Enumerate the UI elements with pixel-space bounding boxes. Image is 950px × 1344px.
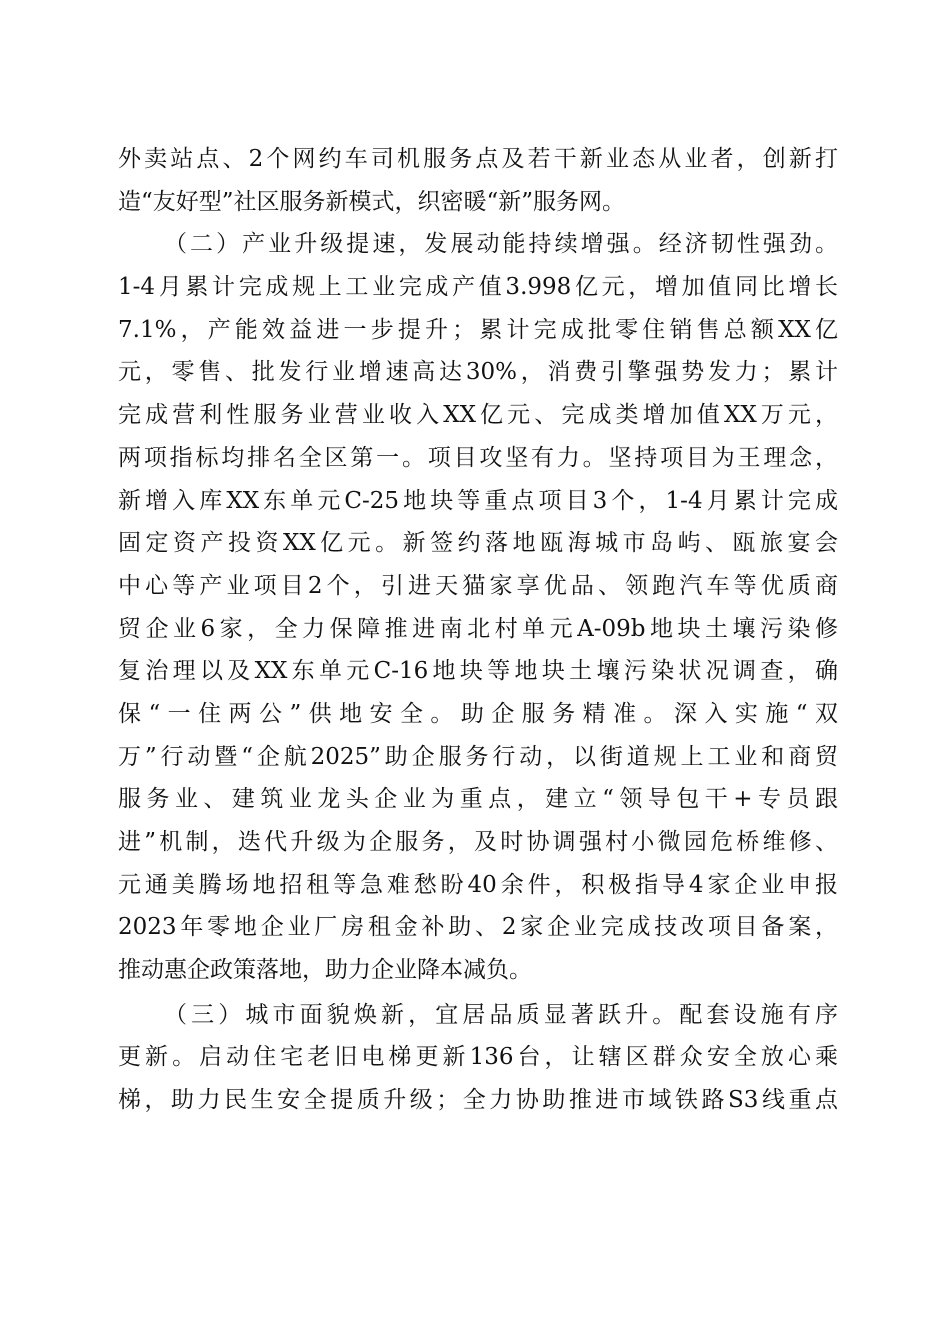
text-line: 元，零售、批发行业增速高达30%，消费引擎强势发力；累计 <box>118 359 838 386</box>
text-line: 外卖站点、2个网约车司机服务点及若干新业态从业者，创新打 <box>118 146 838 172</box>
paragraph-industry-upgrade <box>118 223 838 991</box>
text-line: 进”机制，迭代升级为企服务，及时协调强村小微园危桥维修、 <box>118 829 838 855</box>
text-line: 服务业、建筑业龙头企业为重点，建立“领导包干+专员跟 <box>118 786 838 813</box>
text-line: 推动惠企政策落地，助力企业降本减负。 <box>118 957 532 984</box>
text-line: 新增入库XX东单元C-25地块等重点项目3个，1-4月累计完成 <box>118 487 838 514</box>
text-line: 万”行动暨“企航2025”助企服务行动，以街道规上工业和商贸 <box>118 743 838 770</box>
text-line: 完成营利性服务业营业收入XX亿元、完成类增加值XX万元， <box>118 402 838 429</box>
text-line: 保“一住两公”供地安全。助企服务精准。深入实施“双 <box>118 700 838 727</box>
text-line: 固定资产投资XX亿元。新签约落地瓯海城市岛屿、瓯旅宴会 <box>118 530 838 557</box>
text-line: 元通美腾场地招租等急难愁盼40余件，积极指导4家企业申报 <box>118 871 838 898</box>
text-line: 更新。启动住宅老旧电梯更新136台，让辖区群众安全放心乘 <box>118 1044 838 1071</box>
section-heading-line: （三）城市面貌焕新，宜居品质显著跃升。配套设施有序 <box>164 1001 838 1028</box>
section-heading-line: （二）产业升级提速，发展动能持续增强。经济韧性强劲。 <box>164 231 838 258</box>
document-body <box>118 138 838 1122</box>
text-line: 中心等产业项目2个，引进天猫家享优品、领跑汽车等优质商 <box>118 572 838 599</box>
text-line: 2023年零地企业厂房租金补助、2家企业完成技改项目备案， <box>118 914 838 941</box>
text-line: 造“友好型”社区服务新模式，织密暖“新”服务网。 <box>118 188 626 215</box>
paragraph-city-appearance <box>118 994 838 1122</box>
text-line: 两项指标均排名全区第一。项目攻坚有力。坚持项目为王理念， <box>118 444 838 471</box>
text-line: 1-4月累计完成规上工业完成产值3.998亿元，增加值同比增长 <box>118 274 838 301</box>
text-line: 梯，助力民生安全提质升级；全力协助推进市域铁路S3线重点 <box>118 1087 838 1114</box>
text-line: 贸企业6家，全力保障推进南北村单元A-09b地块土壤污染修 <box>118 615 838 642</box>
paragraph-community-services <box>118 138 838 223</box>
text-line: 7.1%，产能效益进一步提升；累计完成批零住销售总额XX亿 <box>118 316 838 343</box>
text-line: 复治理以及XX东单元C-16地块等地块土壤污染状况调查，确 <box>118 658 838 685</box>
